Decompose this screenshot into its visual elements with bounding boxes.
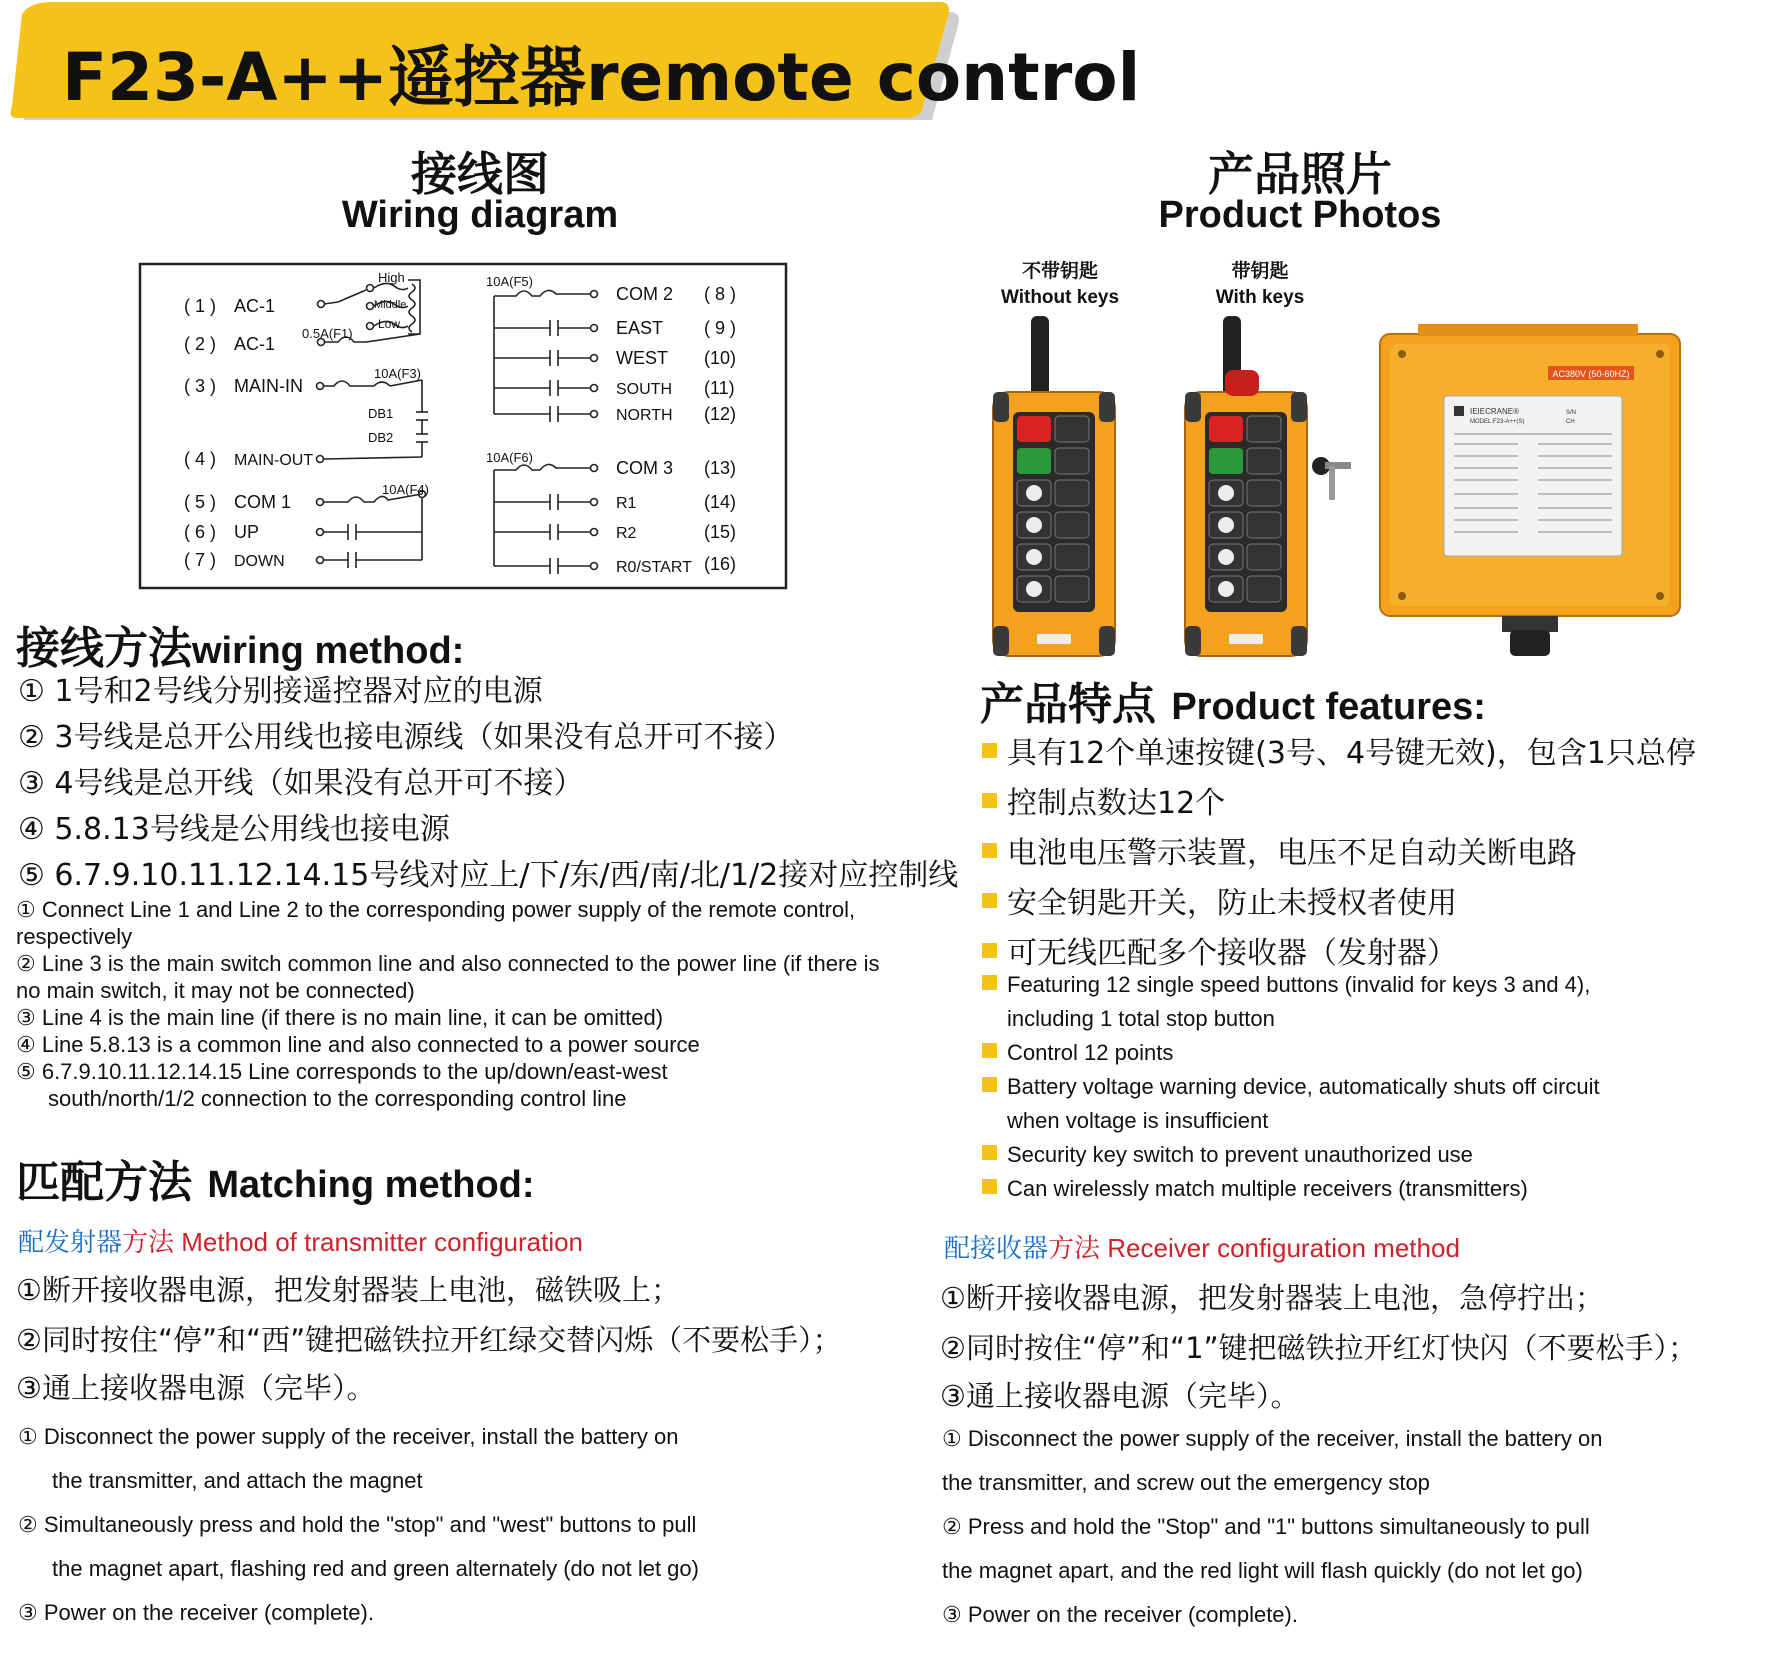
term-num-11: (11) [704,378,735,398]
term-num-1: ( 1 ) [184,296,217,316]
feature-cn-5: 可无线匹配多个接收器（发射器） [982,928,1457,972]
term-label-1: AC-1 [234,296,276,316]
wiring-diagram-title-en: Wiring diagram [341,194,619,236]
wiring-method-en-3: ② Line 3 is the main switch common line and also connected to the power line (if there is [16,951,880,976]
term-label-12: NORTH [616,407,673,424]
transmitter-config-head-en: Method of transmitter configuration [181,1227,584,1257]
receiver-step-en-4: the magnet apart, and the red light will flash quickly (do not let go) [942,1558,1583,1583]
term-num-9: ( 9 ) [704,318,737,338]
wiring-method-en-7: ⑤ 6.7.9.10.11.12.14.15 Line corresponds to the up/down/east-west [16,1059,668,1084]
wiring-diagram [138,262,790,592]
product-features-title [980,668,1486,732]
without-keys-label-en: Without keys [1000,287,1120,308]
receiver-model-text: MODEL:F23-A++(S) [1470,419,1525,425]
receiver-brand-text: IEIECRANE® [1470,407,1520,416]
wiring-method-en-5: ③ Line 4 is the main line (if there is no main line, it can be omitted) [16,1005,664,1030]
feature-en-4: Security key switch to prevent unauthorized use [982,1142,1473,1168]
term-num-4: ( 4 ) [184,449,217,469]
wiring-method-cn-1: ① 1号和2号线分别接遥控器对应的电源 [18,674,543,709]
feature-cn-2: 控制点数达12个 [982,778,1225,822]
term-num-12: (12) [704,404,737,424]
product-photos-title-en: Product Photos [1158,194,1442,236]
wiring-method-cn-2: ② 3号线是总开公用线也接电源线（如果没有总开可不接） [18,720,794,755]
fuse-f1-label: 0.5A(F1) [302,326,353,341]
emergency-stop-button [1225,370,1259,396]
feature-en-2: Control 12 points [982,1040,1173,1066]
term-num-2: ( 2 ) [184,334,217,354]
wiring-method-en-2: respectively [16,924,133,949]
transmitter-step-cn-1: ①断开接收器电源，把发射器装上电池，磁铁吸上； [16,1273,680,1307]
transmitter-step-en-3: ② Simultaneously press and hold the "stop" and "west" buttons to pull [18,1512,697,1537]
transmitter-without-keys [993,316,1115,656]
bullet-icon [982,793,997,808]
with-keys-label-cn: 带钥匙 [1231,260,1289,282]
term-num-5: ( 5 ) [184,492,217,512]
page-title: F23-A++遥控器remote control [62,39,1141,116]
product-photos-title-cn: 产品照片 [1208,147,1392,201]
db1-label: DB1 [368,406,394,421]
bullet-icon [982,893,997,908]
fuse-f4-label: 10A(F4) [382,482,429,497]
term-num-14: (14) [704,492,737,512]
term-num-13: (13) [704,458,737,478]
transmitter-step-cn-2: ②同时按住“停”和“西”键把磁铁拉开红绿交替闪烁（不要松手）； [16,1323,842,1357]
wiring-method-en-8: south/north/1/2 connection to the corresponding control line [48,1086,627,1111]
term-label-9: EAST [616,318,664,338]
wiring-method-en-6: ④ Line 5.8.13 is a common line and also connected to a power source [16,1032,700,1057]
term-label-7: DOWN [234,553,285,570]
bullet-icon [982,843,997,858]
receiver-ch-text: CH [1566,419,1575,425]
term-label-4: MAIN-OUT [234,452,314,469]
feature-en-1: Featuring 12 single speed buttons (invalid for keys 3 and 4), [982,972,1590,998]
with-keys-label-en: With keys [1215,287,1305,308]
bullet-icon [982,1077,997,1092]
selector-high-label: High [378,270,405,285]
wiring-method-cn-5: ⑤ 6.7.9.10.11.12.14.15号线对应上/下/东/西/南/北/1/2接对应控制线 [18,858,959,893]
receiver-config-heading [944,1228,1460,1265]
term-label-15: R2 [616,525,637,542]
term-num-7: ( 7 ) [184,550,217,570]
feature-en-1-cont: including 1 total stop button [1007,1006,1275,1031]
transmitter-config-heading [18,1222,583,1259]
receiver-step-en-5: ③ Power on the receiver (complete). [942,1602,1298,1627]
receiver-config-head-en: Receiver configuration method [1107,1233,1460,1263]
transmitter-step-en-1: ① Disconnect the power supply of the receiver, install the battery on [18,1424,679,1449]
receiver-rating-text: AC380V (50-60HZ) [1552,369,1630,379]
feature-cn-3: 电池电压警示装置，电压不足自动关断电路 [982,828,1577,872]
without-keys-label-cn: 不带钥匙 [1021,260,1098,282]
receiver-photo [1378,324,1684,664]
transmitter-step-cn-3: ③通上接收器电源（完毕）。 [16,1371,376,1405]
transmitter-config-head-blue: 配发射器 [18,1228,123,1258]
term-num-6: ( 6 ) [184,522,217,542]
receiver-config-head-blue: 配接收器 [944,1234,1049,1264]
wiring-method-en-1: ① Connect Line 1 and Line 2 to the corresponding power supply of the remote control, [16,897,856,922]
bullet-icon [982,743,997,758]
selector-low-label: Low [378,317,401,331]
wiring-method-cn-3: ③ 4号线是总开线（如果没有总开可不接） [18,766,584,801]
receiver-step-en-2: the transmitter, and screw out the emergency stop [942,1470,1430,1495]
transmitter-photos [985,316,1385,671]
bullet-icon [982,1043,997,1058]
feature-cn-1: 具有12个单速按键(3号、4号键无效)，包含1只总停 [982,728,1696,772]
wiring-method-en [16,896,880,1112]
feature-cn-4: 安全钥匙开关，防止未授权者使用 [982,878,1457,922]
product-features-title-en: Product features: [1171,686,1486,728]
receiver-sn-text: S/N [1566,410,1577,416]
fuse-f5-label: 10A(F5) [486,274,533,289]
transmitter-step-en-5: ③ Power on the receiver (complete). [18,1600,374,1625]
receiver-config-head-red: 方法 [1048,1233,1101,1263]
wiring-diagram-title-cn: 接线图 [411,147,549,201]
feature-en-3: Battery voltage warning device, automatically shuts off circuit [982,1074,1600,1100]
receiver-step-cn-3: ③通上接收器电源（完毕）。 [940,1379,1300,1413]
db2-label: DB2 [368,430,394,445]
transmitter-step-en-4: the magnet apart, flashing red and green alternately (do not let go) [52,1556,699,1581]
bullet-icon [982,943,997,958]
term-label-10: WEST [616,348,668,368]
wiring-method-title-cn: 接线方法 [16,623,192,674]
wiring-method-title-en: wiring method: [192,630,465,672]
wiring-method-en-4: no main switch, it may not be connected) [16,978,415,1003]
term-label-8: COM 2 [616,284,674,304]
term-num-3: ( 3 ) [184,376,217,396]
receiver-step-cn-1: ①断开接收器电源，把发射器装上电池，急停拧出； [940,1281,1604,1315]
transmitter-with-keys [1185,316,1351,656]
selector-middle-label: Middle [374,299,407,311]
term-label-11: SOUTH [616,381,672,398]
receiver-step-cn-2: ②同时按住“停”和“1”键把磁铁拉开红灯快闪（不要松手）； [940,1331,1698,1365]
term-label-3: MAIN-IN [234,376,303,396]
term-label-2: AC-1 [234,334,276,354]
feature-en-3-cont: when voltage is insufficient [1007,1108,1269,1133]
matching-method-title-en: Matching method: [207,1164,535,1206]
term-num-16: (16) [704,554,737,574]
bullet-icon [982,1145,997,1160]
feature-en-5: Can wirelessly match multiple receivers (transmitters) [982,1176,1528,1202]
matching-method-title [16,1146,535,1210]
term-label-5: COM 1 [234,492,292,512]
bullet-icon [982,975,997,990]
term-label-6: UP [234,522,260,542]
receiver-step-en-1: ① Disconnect the power supply of the receiver, install the battery on [942,1426,1603,1451]
bullet-icon [982,1179,997,1194]
term-num-8: ( 8 ) [704,284,737,304]
term-label-14: R1 [616,495,637,512]
fuse-f6-label: 10A(F6) [486,450,533,465]
product-features-title-cn: 产品特点 [980,679,1156,730]
receiver-step-en-3: ② Press and hold the "Stop" and "1" buttons simultaneously to pull [942,1514,1590,1539]
matching-method-title-cn: 匹配方法 [16,1157,192,1208]
transmitter-step-en-2: the transmitter, and attach the magnet [52,1468,423,1493]
wiring-method-cn-4: ④ 5.8.13号线是公用线也接电源 [18,812,450,847]
term-num-10: (10) [704,348,737,368]
fuse-f3-label: 10A(F3) [374,366,421,381]
term-label-13: COM 3 [616,458,674,478]
term-num-15: (15) [704,522,737,542]
term-label-16: R0/START [616,559,692,576]
transmitter-config-head-red: 方法 [122,1227,175,1257]
cable-gland-icon [1510,630,1550,656]
